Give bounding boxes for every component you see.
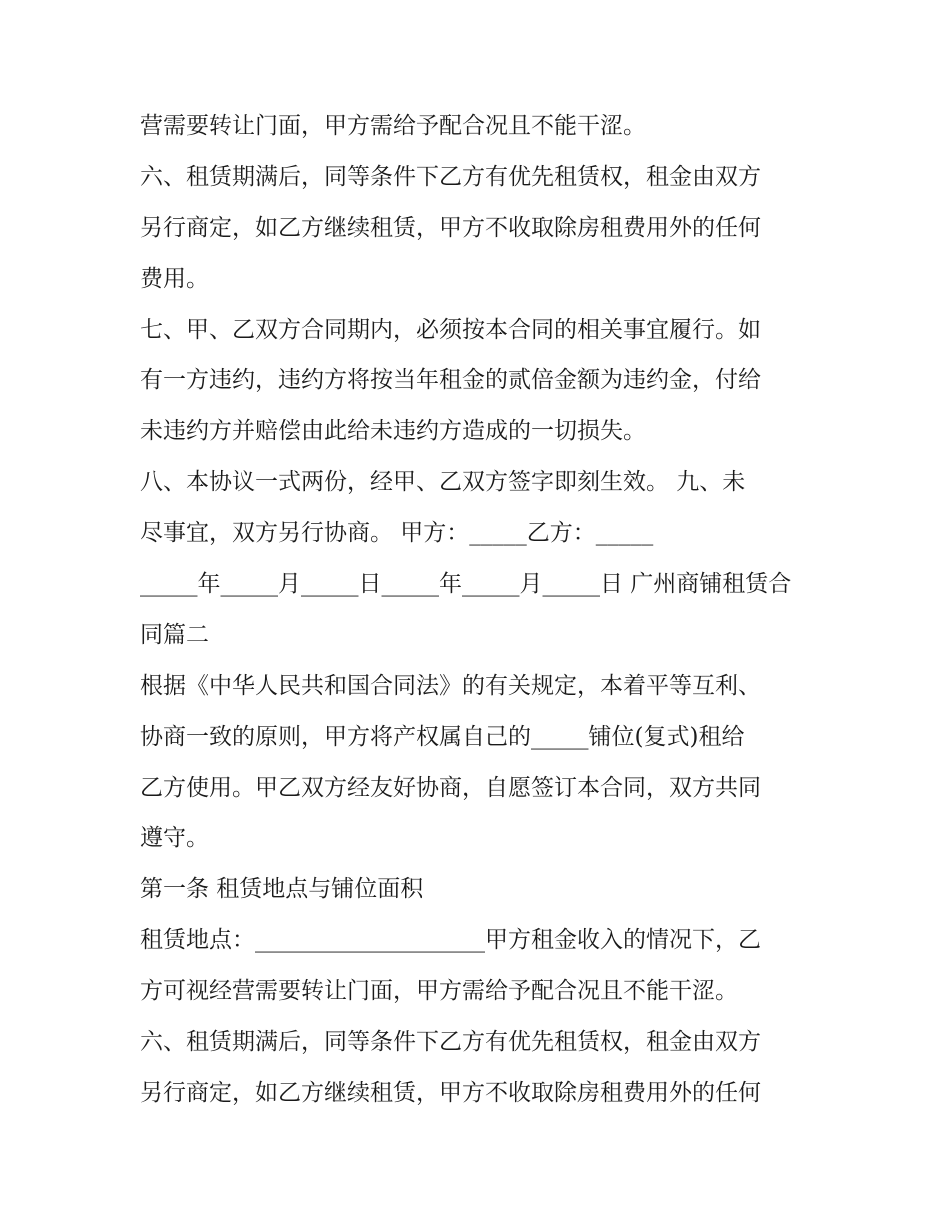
text-line: 协商一致的原则，甲方将产权属自己的_____铺位(复式)租给 [140,723,745,750]
document-body [140,101,820,1119]
text-line: _____年_____月_____日_____年_____月_____日 广州商铺租赁合 [140,571,792,598]
text-line: 根据《中华人民共和国合同法》的有关规定，本着平等互利、 [140,672,761,699]
text-line: 租赁地点：____________________甲方租金收入的情况下，乙 [140,927,761,954]
text-line: 未违约方并赔偿由此给未违约方造成的一切损失。 [140,418,646,445]
text-line: 方可视经营需要转让门面，甲方需给予配合况且不能干涩。 [140,978,738,1005]
text-line: 另行商定，如乙方继续租赁，甲方不收取除房租费用外的任何 [140,1079,761,1106]
text-line: 六、租赁期满后，同等条件下乙方有优先租赁权，租金由双方 [140,163,761,190]
text-line: 有一方违约，违约方将按当年租金的贰倍金额为违约金，付给 [140,367,761,394]
section-heading: 第一条 租赁地点与铺位面积 [140,876,424,903]
text-line: 费用。 [140,265,209,292]
text-line: 八、本协议一式两份，经甲、乙双方签字即刻生效。 九、未 [140,469,746,496]
text-line: 乙方使用。甲乙双方经友好协商，自愿签订本合同，双方共同 [140,774,761,801]
text-line: 营需要转让门面，甲方需给予配合况且不能干涩。 [140,113,646,139]
text-line: 七、甲、乙双方合同期内，必须按本合同的相关事宜履行。如 [140,316,761,343]
text-line: 另行商定，如乙方继续租赁，甲方不收取除房租费用外的任何 [140,214,761,241]
text-line: 尽事宜，双方另行协商。 甲方：_____乙方：_____ [140,520,654,547]
text-line: 同篇二 [140,621,209,648]
text-line: 遵守。 [140,825,209,852]
text-line: 六、租赁期满后，同等条件下乙方有优先租赁权，租金由双方 [140,1029,761,1056]
